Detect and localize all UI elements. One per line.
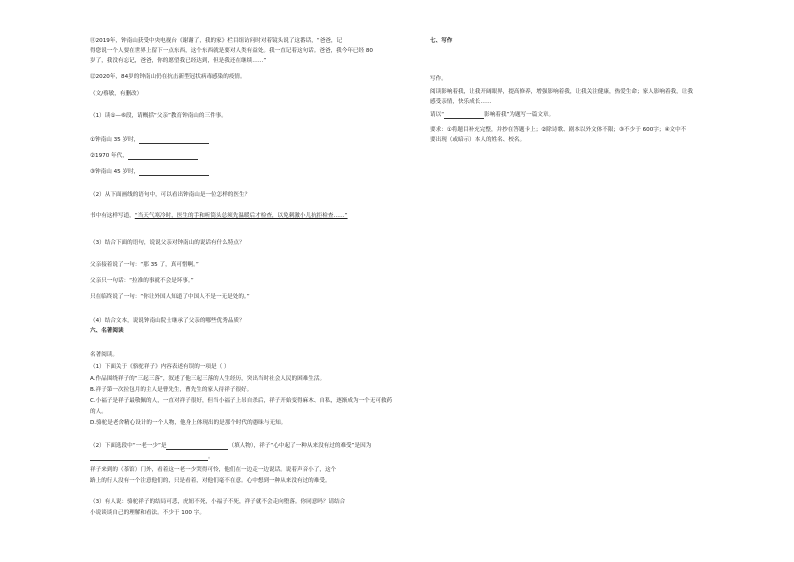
question-1: （1）读①—⑥段，请概括“父亲”教育钟南山的三件事。	[90, 113, 227, 119]
quote-line: 父亲只一句话：“拉准的事就不会是坏事。”	[90, 278, 194, 284]
answer-line-1	[90, 137, 209, 144]
s6-question-2-cont	[90, 454, 214, 461]
writing-intro: 写作。	[430, 76, 447, 82]
prompt-suffix: 影响着我”为题写一篇文章。	[484, 112, 555, 118]
s6-question-3-cont: 小说谈谈自己的理解和看法。不少于 100 字。	[90, 510, 205, 516]
question-2-quote	[90, 213, 348, 220]
option-c: C.小福子是祥子最敬佩的人，一直对祥子很好，但当小福子上吊自杀后，祥子开始变得麻木、自私，逐渐成为一个无可救药	[90, 398, 393, 404]
blank-line[interactable]	[166, 443, 228, 450]
writing-prompt	[430, 112, 554, 119]
answer-line-3	[90, 169, 209, 176]
option-a: A.作品围绕祥子的“三起三落”，叙述了他三起三落的人生经历，突出当时社会人民的困难生活。	[90, 376, 326, 382]
quote-line: 父亲接着说了一句：“那 35 了，真可惜啊。”	[90, 262, 199, 268]
passage-line: 得您说一个人要在世界上留下一点东西，这个东西就是要对人类有益处。我一直记着这句话。爸爸，我今年已经 80	[90, 48, 373, 54]
section-6-intro: 名著阅读。	[90, 352, 118, 358]
option-d: D.骆驼是老舍精心设计的一个人物，他身上体现出的是那个时代的愚昧与无知。	[90, 420, 287, 426]
passage-line: ⑪2019年，钟南山获受中央电视台《谢谢了，我的家》栏目组访问时对着镜头说了这番话，“爸爸，记	[90, 38, 343, 44]
writing-passage-line: 感受亲情，快乐成长……	[430, 99, 492, 105]
question-2: （2）从下面画线的语句中，可以看出钟南山是一位怎样的医生？	[90, 192, 251, 198]
s6-passage-line: 祥子来到的（茶馆）门外，看着这一老一少哭得可怜，他们在一边走一边说话。说着声音小了，这个	[90, 467, 337, 473]
s6-question-3: （3）有人说：骆驼祥子的结局可悲，虎妞不死，小福子不死，祥子就不会走向堕落。你同意吗？请结合	[90, 499, 346, 505]
passage-paragraph-12: ⑫2020年，84岁的钟南山仍在抗击新型冠状病毒感染的疫情。	[90, 74, 246, 80]
section-7-heading: 七、写作	[430, 38, 453, 44]
passage-line: 岁了，我没有忘记，爸爸，你的愿望我已经达到，但是我还在继续……”	[90, 58, 267, 64]
writing-passage-line: 阅读影响着我，让我开阔眼界，提高修养，增强影响着我，让我关注健康，热爱生命；家人影响着我，让我	[430, 89, 693, 95]
title-blank[interactable]	[444, 112, 484, 119]
quote-prefix: 书中有这样写道，	[90, 213, 135, 219]
writing-requirements-cont: 要出现（或暗示）本人的姓名、校名。	[430, 137, 526, 143]
option-b: B.祥子第一次拉包月的主人是曹先生，曹先生的家人待祥子很好。	[90, 387, 253, 393]
blank-line[interactable]	[128, 153, 198, 160]
q2-part-c: 。	[208, 454, 214, 460]
blank-line[interactable]	[139, 169, 209, 176]
prompt-prefix: 请以“	[430, 112, 445, 118]
writing-requirements: 要求：①将题目补充完整，并抄在答题卡上；②除诗歌、剧本以外文体不限；③不少于 600字；④文中不	[430, 127, 687, 133]
source-note: （文/蔡敏，有删改）	[90, 91, 143, 97]
s6-passage-line: 路上的行人没有一个注意他们的，只是看着，对他们毫不在意。心中想到一种从来没有过的难受。	[90, 478, 331, 484]
section-6-heading: 六、名著阅读	[90, 328, 124, 334]
question-4: （4）结合文本，说说钟南山院士继承了父亲的哪些优秀品质？	[90, 318, 245, 324]
answer-line-2	[90, 153, 198, 160]
q2-part-b: （填人物），祥子“心中起了一种从来没有过的难受”是因为	[228, 443, 372, 449]
question-3: （3）结合下面的语句，说说父亲对钟南山的说话有什么特点？	[90, 240, 245, 246]
q2-part-a: （2）下面选段中“一老一少”是	[90, 443, 167, 449]
answer-prefix: ③钟南山 45 岁时，	[90, 169, 140, 175]
answer-prefix: ②1970 年代，	[90, 153, 128, 159]
option-c-cont: 的人。	[90, 409, 107, 415]
blank-line[interactable]	[139, 137, 209, 144]
s6-question-2	[90, 443, 371, 450]
answer-prefix: ①钟南山 35 岁时，	[90, 137, 140, 143]
underlined-quote: “当天气寒冷时，医生的手和听筒头总须先温暖后才检查，以免刺激小儿抗拒检查……”	[134, 213, 348, 219]
s6-question-1: （1）下面关于《骆驼祥子》内容表述有误的一项是（ ）	[90, 364, 230, 370]
quote-line: 只在临终说了一句：“你让外国人知道了中国人不是一无是处的。”	[90, 294, 250, 300]
blank-line[interactable]	[90, 454, 208, 461]
